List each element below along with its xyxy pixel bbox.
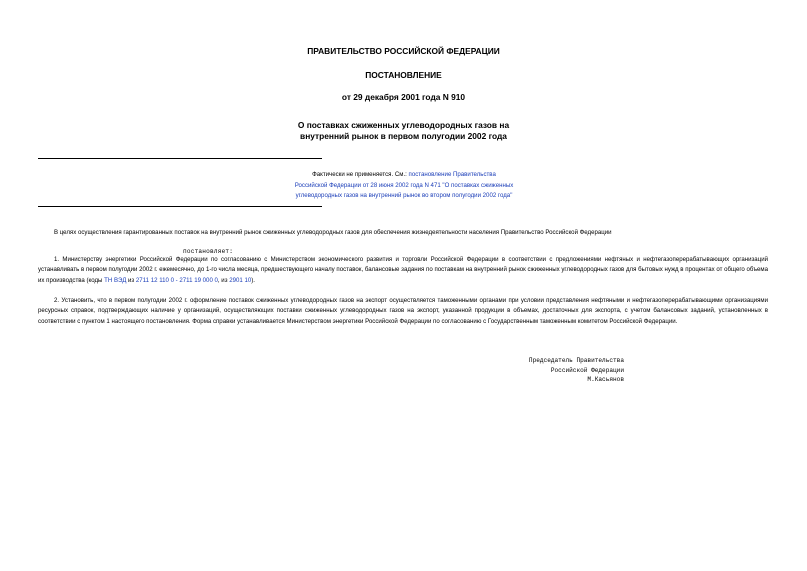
bottom-divider [38, 206, 322, 207]
item-1-mid-2: , из [217, 276, 230, 284]
signature-position: Председатель Правительства [528, 357, 624, 364]
code-range-link[interactable]: 2711 12 110 0 - 2711 19 000 0 [135, 276, 218, 284]
item-1-mid-1: из [126, 276, 136, 284]
signature-name: М.Касьянов [587, 376, 624, 384]
date-number: от 29 декабря 2001 года N 910 [341, 92, 466, 102]
item-2-paragraph: 2. Установить, что в первом полугодии 2002 г. оформление поставок сжиженных углеводородных газов на экспорт осуществляется таможенными органами при условии представления нефтяными и нефтегазоперерабатывающими организациями ресурсных справок, подтверждающих наличие у организаций, осуществляющих поставки сжиженных углеводородных газов на экспорт, указанной продукции в объемах, достаточных для экспорта, с учетом балансовых заданий, установленных в соответствии с пунктом 1 настоящего постановления. Форма справки устанавливается Министерством энергетики Российской Федерации по согласованию с Государственным таможенным комитетом Российской Федерации. [38, 297, 768, 325]
document-title [0, 120, 807, 142]
document-type: ПОСТАНОВЛЕНИЕ [365, 70, 442, 80]
top-divider [38, 158, 322, 159]
item-1-text: 1. Министерству энергетики Российской Федерации по согласованию с Министерством экономического развития и торговли Российской Федерации в соответствии с предложениями нефтяных и нефтегазоперерабатывающих организаций устанавливать в первом полугодии 2002 г. ежемесячно, до 1-го числа месяца, предшествующего началу поставок, балансовые задания по поставкам на внутренний рынок сжиженных углеводородных газов для бытовых нужд в процентах от общего объема их производства (коды [38, 256, 768, 284]
signature-country: Российской Федерации [550, 366, 624, 374]
title-line-2: внутренний рынок в первом полугодии 2002 года [300, 131, 507, 141]
note-prefix: Фактически не применяется. См.: [312, 171, 409, 178]
tn-ved-link[interactable]: ТН ВЭД [104, 276, 127, 284]
intro-paragraph: В целях осуществления гарантированных поставок на внутренний рынок сжиженных углеводородных газов для обеспечения жизнедеятельности населения Правительство Российской Федерации [54, 229, 612, 236]
note-link-decree-line-2[interactable]: Российской Федерации от 28 июня 2002 года N 471 "О поставках сжиженных [294, 181, 514, 189]
applicability-note [266, 170, 542, 202]
signature-block [500, 356, 624, 385]
note-link-decree[interactable]: постановление Правительства [408, 171, 496, 178]
code-2901-link[interactable]: 2901 10 [229, 276, 252, 284]
government-heading: ПРАВИТЕЛЬСТВО РОССИЙСКОЙ ФЕДЕРАЦИИ [307, 46, 500, 56]
note-link-decree-line-3[interactable]: углеводородных газов на внутренний рынок во втором полугодии 2002 года" [295, 192, 513, 199]
decrees-word: постановляет: [183, 248, 234, 255]
title-line-1: О поставках сжиженных углеводородных газов на [297, 120, 510, 130]
item-1-paragraph [38, 255, 768, 286]
item-1-end: ). [251, 276, 255, 284]
